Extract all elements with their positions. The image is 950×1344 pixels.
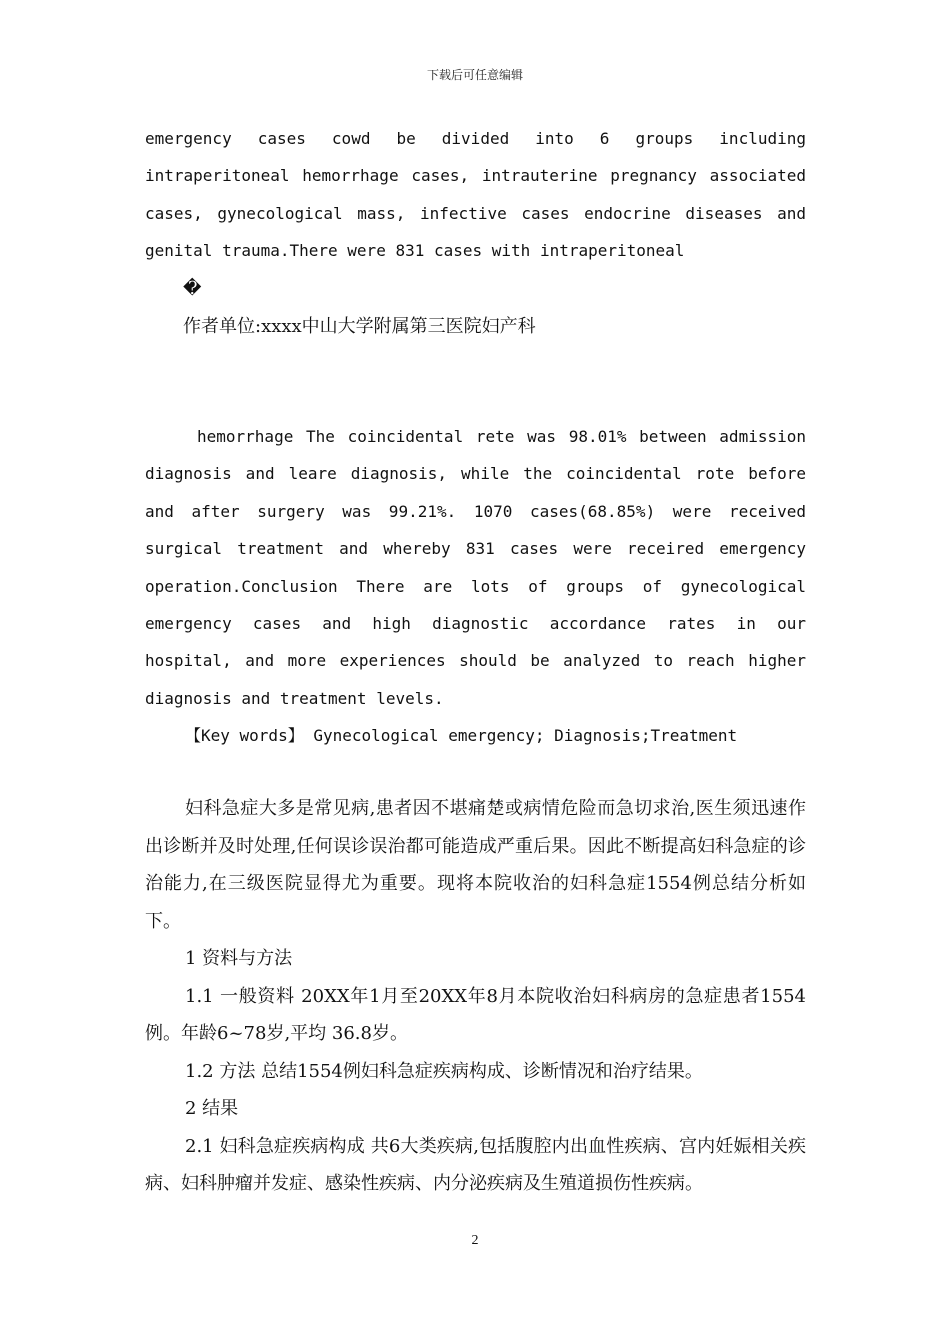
- intro-paragraph: 妇科急症大多是常见病,患者因不堪痛楚或病情危险而急切求治,医生须迅速作出诊断并及时处理,任何误诊误治都可能造成严重后果。因此不断提高妇科急症的诊治能力,在三级医院显得尤为重要。现将本院收治的妇科急症1554例总结分析如下。: [145, 798, 806, 932]
- abstract-continued-block: [145, 418, 806, 755]
- abstract-top-text: emergency cases cowd be divided into 6 groups including intraperitoneal hemorrhage cases, intrauterine pregnancy associated cases, gynecological mass, infective cases endocrine diseases and genital trauma.There were 831 cases with intraperitoneal: [145, 129, 806, 261]
- glyph: [183, 270, 844, 308]
- section-2-heading: 2 结果: [185, 1098, 239, 1119]
- affiliation-text: 作者单位:xxxx中山大学附属第三医院妇产科: [183, 316, 536, 337]
- page-number: 2: [471, 1233, 479, 1248]
- section-1-2: 1.2 方法 总结1554例妇科急症疾病构成、诊断情况和治疗结果。: [185, 1060, 703, 1082]
- abstract-continued-text: hemorrhage The coincidental rete was 98.01% between admission diagnosis and leare diagnosis, while the coincidental rote before and after surgery was 99.21%. 1070 cases(68.85%) were received surgical treatment and whereby 831 cases were receired emergency operation.Conclusion There are lots of groups of gynecological emergency cases and high diagnostic accordance rates in our hospital, and more experiences should be analyzed to reach higher diagnosis and treatment levels.: [145, 427, 806, 708]
- affiliation: [183, 308, 803, 346]
- replacement-glyph: �: [183, 278, 202, 299]
- page-header: 下载后可任意编辑: [426, 68, 523, 82]
- abstract-top-block: [145, 120, 806, 270]
- section-1-1: 1.1 一般资料 20XX年1月至20XX年8月本院收治妇科病房的急症患者1554例。年龄6~78岁,平均 36.8岁。: [145, 985, 806, 1044]
- section-2-1: 2.1 妇科急症疾病构成 共6大类疾病,包括腹腔内出血性疾病、宫内妊娠相关疾病、妇科肿瘤并发症、感染性疾病、内分泌疾病及生殖道损伤性疾病。: [145, 1135, 806, 1194]
- keywords: 【Key words】 Gynecological emergency; Diagnosis;Treatment: [185, 726, 738, 746]
- section-1-heading: 1 资料与方法: [185, 948, 293, 969]
- body-block: [145, 790, 806, 1203]
